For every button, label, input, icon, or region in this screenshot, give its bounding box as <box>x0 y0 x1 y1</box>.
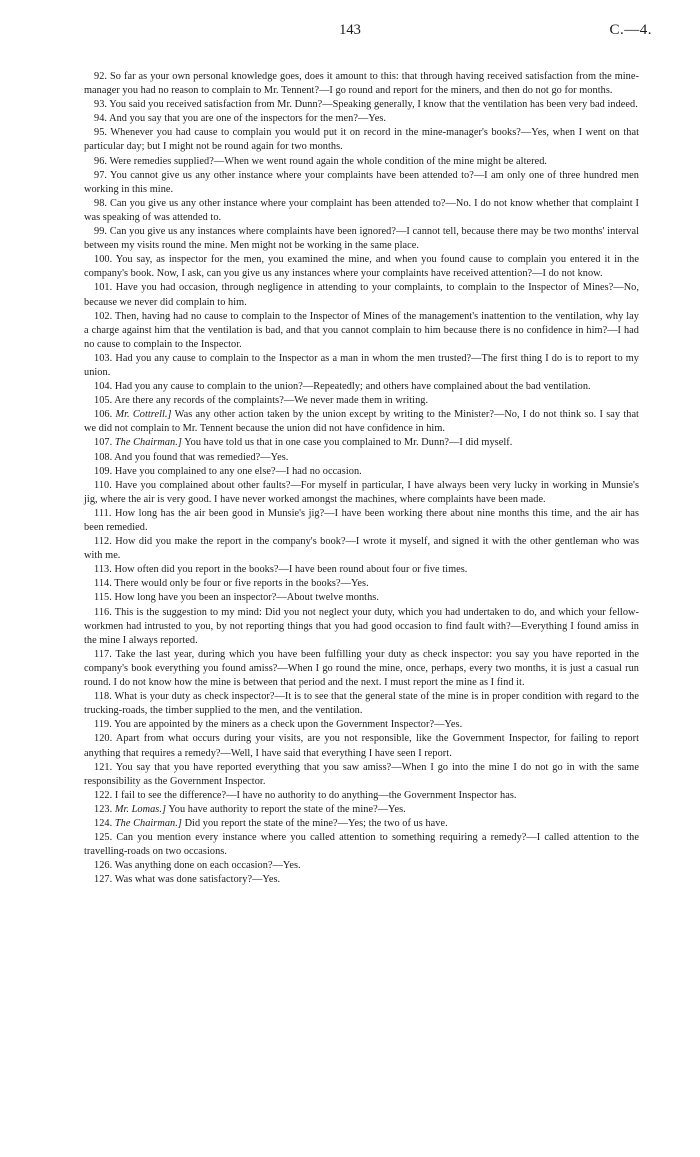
question-answer-text: So far as your own personal knowledge goes, does it amount to this: that through having received satisfaction from the mine-manager you had no reason to complain to Mr. Tennent?—I go round and report for the miners, and then do not go for months. <box>84 71 639 97</box>
question-paragraph <box>84 690 639 718</box>
question-number: 112. <box>94 536 112 548</box>
question-paragraph <box>84 112 639 126</box>
question-paragraph <box>84 380 639 394</box>
question-number: 92. <box>94 71 108 82</box>
question-answer-text: Can you give us any instances where complaints have been ignored?—I cannot tell, because there may be two months' interval between my visits round the mine. Men might not be working in the same place. <box>84 226 640 252</box>
question-number: 98. <box>94 197 108 209</box>
question-number: 124. <box>94 817 113 829</box>
speaker-name: Mr. Lomas.] <box>114 803 167 815</box>
question-answer-text: How long have you been an inspector?—About twelve months. <box>114 592 379 604</box>
question-number: 116. <box>94 606 112 618</box>
question-paragraph <box>84 761 639 789</box>
question-answer-text: Did you report the state of the mine?—Yes; the two of us have. <box>184 817 448 829</box>
question-paragraph <box>84 789 639 803</box>
question-paragraph <box>84 803 639 817</box>
question-paragraph <box>84 394 639 408</box>
question-number: 122. <box>94 789 113 801</box>
question-number: 114. <box>94 578 112 590</box>
question-paragraph <box>84 169 639 197</box>
question-answer-text: You have authority to report the state of the mine?—Yes. <box>168 803 406 815</box>
question-number: 104. <box>94 381 113 393</box>
question-paragraph <box>84 408 639 436</box>
question-answer-text: Was any other action taken by the union except by writing to the Minister?—No, I do not think so. I say that we did not complain to Mr. Tennent because the union did not have confidence in him. <box>84 409 639 435</box>
question-answer-text: And you say that you are one of the inspectors for the men?—Yes. <box>109 113 387 125</box>
question-answer-text: You said you received satisfaction from Mr. Dunn?—Speaking generally, I know that the ventilation has been very bad indeed. <box>109 99 638 111</box>
question-paragraph <box>84 281 639 309</box>
question-answer-text: Can you mention every instance where you called attention to something requiring a remedy?—I called attention to the travelling-roads on two occasions. <box>84 832 640 858</box>
question-number: 119. <box>94 719 112 731</box>
question-answer-text: How often did you report in the books?—I have been round about four or five times. <box>114 564 468 576</box>
question-answer-text: You have told us that in one case you complained to Mr. Dunn?—I did myself. <box>184 437 513 449</box>
question-answer-text: Was what was done satisfactory?—Yes. <box>114 874 281 886</box>
question-number: 118. <box>94 691 112 703</box>
question-answer-text: Have you complained about other faults?—For myself in particular, I have always been very lucky in working in Munsie's jig, where the air is very good. I have never worked amongst the machines, where complaints have been made. <box>84 479 639 505</box>
question-paragraph <box>84 535 639 563</box>
question-answer-text: You say that you have reported everything that you saw amiss?—When I go into the mine I do not go in with the same responsibility as the Government Inspector. <box>84 761 639 787</box>
question-number: 126. <box>94 860 113 872</box>
question-paragraph <box>84 465 639 479</box>
question-number: 115. <box>94 592 112 604</box>
question-number: 110. <box>94 479 112 491</box>
speaker-name: The Chairman.] <box>114 817 182 829</box>
question-answer-text: And you found that was remedied?—Yes. <box>114 451 289 463</box>
question-answer-text: How did you make the report in the company's book?—I wrote it myself, and signed it with the other gentleman who was with me. <box>84 536 640 562</box>
question-paragraph <box>84 606 639 648</box>
question-answer-text: Then, having had no cause to complain to the Inspector of Mines of the management's inattention to the ventilation, why lay a charge against him that the ventilation is bad, and that you cannot complain to him because there is no confidence in him?—I had no cause to complain to the Inspector. <box>84 310 639 350</box>
question-answer-text: Can you give us any other instance where your complaint has been attended to?—No. I do not know whether that complaint I was speaking of was attended to. <box>84 197 639 223</box>
question-number: 109. <box>94 465 113 477</box>
question-answer-text: What is your duty as check inspector?—It is to see that the general state of the mine is in proper condition with regard to the trucking-roads, the timber supplied to the men, and the ventilation. <box>84 691 639 717</box>
question-answer-text: Have you complained to any one else?—I had no occasion. <box>114 465 362 477</box>
question-answer-text: You say, as inspector for the men, you examined the mine, and when you found cause to complain you entered it in the company's book. Now, I ask, can you give us any instances where your complaints have received attention?—I do not know. <box>84 254 639 280</box>
speaker-name: The Chairman.] <box>114 437 182 449</box>
question-number: 113. <box>94 564 112 576</box>
question-answer-text: Take the last year, during which you have been fulfilling your duty as check inspector: you say you have reported in the company's book everything you found amiss?—When I go round the mine, once, perhaps, every two months, it is just a casual run round. I do not know how the mine is between that period and the next. I must report the mine as I find it. <box>84 648 639 689</box>
question-paragraph <box>84 70 639 98</box>
question-paragraph <box>84 718 639 732</box>
question-paragraph <box>84 98 639 112</box>
question-paragraph <box>84 648 639 690</box>
question-paragraph <box>84 225 639 253</box>
question-number: 102. <box>94 310 113 322</box>
question-number: 93. <box>94 99 108 111</box>
question-number: 123. <box>94 803 113 815</box>
question-number: 111. <box>94 507 112 519</box>
question-number: 105. <box>94 395 113 407</box>
question-number: 99. <box>94 226 108 238</box>
question-number: 103. <box>94 352 113 364</box>
question-paragraph <box>84 577 639 591</box>
question-paragraph <box>84 873 639 887</box>
question-answer-text: I fail to see the difference?—I have no authority to do anything—the Government Inspector has. <box>114 789 517 801</box>
question-number: 94. <box>94 113 108 125</box>
question-paragraph <box>84 817 639 831</box>
question-answer-text: You cannot give us any other instance where your complaints have been attended to?—I am only one of three hundred men working in this mine. <box>84 169 639 195</box>
question-number: 100. <box>94 254 113 266</box>
question-paragraph <box>84 310 639 352</box>
question-paragraph <box>84 507 639 535</box>
question-answer-text: Were remedies supplied?—When we went round again the whole condition of the mine might be altered. <box>109 155 548 167</box>
question-paragraph <box>84 563 639 577</box>
question-paragraph <box>84 831 639 859</box>
question-answer-text: Had you any cause to complain to the Inspector as a man in whom the men trusted?—The first thing I do is to report to my union. <box>84 352 640 378</box>
question-number: 97. <box>94 169 108 181</box>
question-number: 96. <box>94 155 108 167</box>
question-number: 101. <box>94 282 113 294</box>
question-answer-text: You are appointed by the miners as a check upon the Government Inspector?—Yes. <box>114 719 463 731</box>
question-paragraph <box>84 352 639 380</box>
question-number: 117. <box>94 648 112 660</box>
question-answer-text: Was anything done on each occasion?—Yes. <box>114 860 301 872</box>
page-number: 143 <box>339 22 361 38</box>
question-answer-text: This is the suggestion to my mind: Did you not neglect your duty, which you had undertaken to do, and which your fellow-workmen had intrusted to you, by not reporting things that you had good occasion to find fault with?—Everything I found amiss in the mine I always reported. <box>84 606 639 646</box>
question-paragraph <box>84 591 639 605</box>
question-number: 107. <box>94 437 113 449</box>
question-answer-text: Have you had occasion, through negligence in attending to your complaints, to complain to the Inspector of Mines?—No, because we never did complain to him. <box>84 282 640 308</box>
question-paragraph <box>84 859 639 873</box>
question-paragraph <box>84 479 639 507</box>
question-answer-text: There would only be four or five reports in the books?—Yes. <box>114 578 369 590</box>
testimony-body <box>84 70 639 887</box>
question-number: 127. <box>94 874 113 886</box>
question-answer-text: Had you any cause to complain to the union?—Repeatedly; and others have complained about the bad ventilation. <box>114 381 591 393</box>
page-header <box>0 22 700 42</box>
question-answer-text: How long has the air been good in Munsie's jig?—I have been working there about nine months this time, and the air has been remedied. <box>84 507 640 533</box>
question-number: 120. <box>94 733 113 745</box>
question-answer-text: Apart from what occurs during your visits, are you not responsible, like the Government Inspector, for failing to report anything that requires a remedy?—Well, I have said that everything I have seen I report. <box>84 733 639 759</box>
question-number: 125. <box>94 832 113 844</box>
question-answer-text: Whenever you had cause to complain you would put it on record in the mine-manager's books?—Yes, when I went on that particular day; but I might not be round again for two months. <box>84 127 639 153</box>
speaker-name: Mr. Cottrell.] <box>115 409 172 421</box>
question-paragraph <box>84 126 639 154</box>
question-paragraph <box>84 253 639 281</box>
question-paragraph <box>84 436 639 450</box>
question-paragraph <box>84 155 639 169</box>
question-number: 95. <box>94 127 108 139</box>
document-reference: C.—4. <box>609 22 652 38</box>
question-number: 108. <box>94 451 113 463</box>
question-number: 106. <box>94 409 113 421</box>
question-paragraph <box>84 197 639 225</box>
question-paragraph <box>84 732 639 760</box>
question-number: 121. <box>94 761 113 773</box>
question-paragraph <box>84 451 639 465</box>
question-answer-text: Are there any records of the complaints?—We never made them in writing. <box>114 395 429 407</box>
